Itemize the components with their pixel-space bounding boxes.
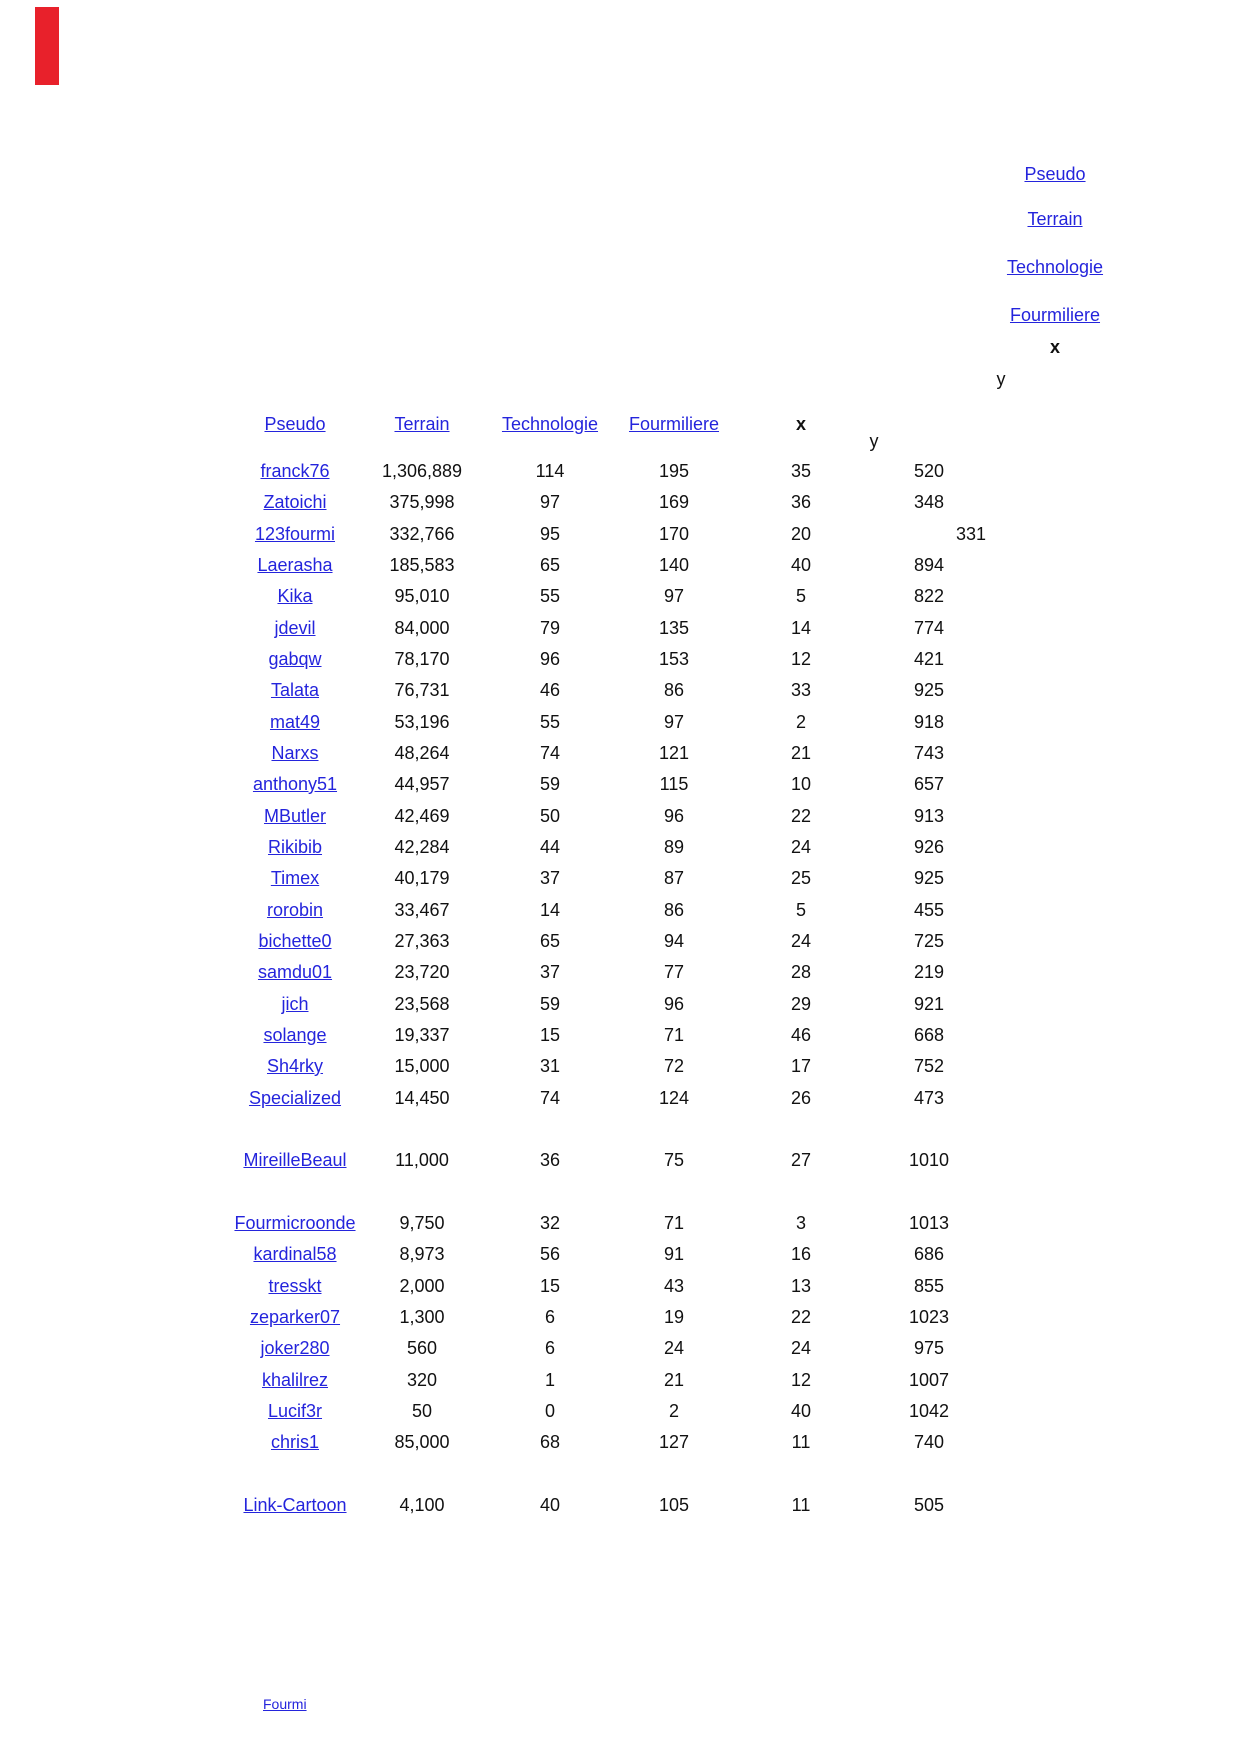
x-value: 24	[790, 837, 812, 857]
terrain-value: 15,000	[394, 1056, 450, 1076]
terrain-value: 23,720	[394, 962, 450, 982]
y-value: 774	[913, 618, 945, 638]
terrain-value: 4,100	[399, 1495, 445, 1515]
terrain-value: 76,731	[394, 680, 450, 700]
pseudo-link[interactable]: Specialized	[248, 1088, 342, 1108]
column-header-terrain[interactable]: Terrain	[394, 414, 450, 434]
column-header-pseudo[interactable]: Pseudo	[264, 414, 326, 434]
pseudo-link[interactable]: gabqw	[268, 649, 322, 669]
fourmiliere-value: 124	[658, 1088, 690, 1108]
pseudo-link[interactable]: anthony51	[252, 774, 338, 794]
top-right-link-pseudo[interactable]: Pseudo	[1024, 164, 1086, 184]
fourmiliere-value: 135	[658, 618, 690, 638]
column-header-x: x	[795, 414, 806, 434]
terrain-value: 1,300	[399, 1307, 445, 1327]
technologie-value: 40	[539, 1495, 561, 1515]
terrain-value: 40,179	[394, 868, 450, 888]
x-value: 5	[795, 900, 806, 920]
terrain-value: 44,957	[394, 774, 450, 794]
x-value: 27	[790, 1150, 812, 1170]
fourmiliere-value: 121	[658, 743, 690, 763]
technologie-value: 36	[539, 1150, 561, 1170]
terrain-value: 84,000	[394, 618, 450, 638]
terrain-value: 23,568	[394, 994, 450, 1014]
pseudo-link[interactable]: rorobin	[266, 900, 324, 920]
terrain-value: 50	[411, 1401, 433, 1421]
technologie-value: 0	[544, 1401, 555, 1421]
pseudo-link[interactable]: zeparker07	[249, 1307, 341, 1327]
technologie-value: 96	[539, 649, 561, 669]
technologie-value: 15	[539, 1276, 561, 1296]
fourmiliere-value: 97	[663, 712, 685, 732]
fourmiliere-value: 77	[663, 962, 685, 982]
y-value: 473	[913, 1088, 945, 1108]
pseudo-link[interactable]: Lucif3r	[267, 1401, 323, 1421]
technologie-value: 44	[539, 837, 561, 857]
pseudo-link[interactable]: Kika	[277, 586, 313, 606]
technologie-value: 55	[539, 712, 561, 732]
fourmiliere-value: 105	[658, 1495, 690, 1515]
y-value: 925	[913, 680, 945, 700]
pseudo-link[interactable]: Fourmicroonde	[234, 1213, 356, 1233]
x-value: 46	[790, 1025, 812, 1045]
technologie-value: 74	[539, 743, 561, 763]
fourmiliere-value: 43	[663, 1276, 685, 1296]
y-value: 752	[913, 1056, 945, 1076]
fourmiliere-value: 94	[663, 931, 685, 951]
y-value: 740	[913, 1432, 945, 1452]
terrain-value: 33,467	[394, 900, 450, 920]
top-right-link-technologie[interactable]: Technologie	[1006, 257, 1104, 277]
technologie-value: 65	[539, 555, 561, 575]
y-value: 348	[913, 492, 945, 512]
y-value: 822	[913, 586, 945, 606]
x-value: 29	[790, 994, 812, 1014]
x-value: 5	[795, 586, 806, 606]
x-value: 36	[790, 492, 812, 512]
fourmiliere-value: 71	[663, 1213, 685, 1233]
technologie-value: 95	[539, 524, 561, 544]
y-value: 1023	[908, 1307, 950, 1327]
x-value: 28	[790, 962, 812, 982]
x-value: 11	[791, 1495, 811, 1515]
pseudo-link[interactable]: joker280	[260, 1338, 330, 1358]
y-value: 1010	[908, 1150, 950, 1170]
fourmiliere-value: 153	[658, 649, 690, 669]
y-value: 1007	[908, 1370, 950, 1390]
fourmiliere-value: 71	[663, 1025, 685, 1045]
fourmiliere-value: 89	[663, 837, 685, 857]
technologie-value: 46	[539, 680, 561, 700]
x-value: 12	[790, 1370, 812, 1390]
pseudo-link[interactable]: khalilrez	[261, 1370, 329, 1390]
column-header-technologie[interactable]: Technologie	[501, 414, 599, 434]
pseudo-link[interactable]: Link-Cartoon	[243, 1495, 347, 1515]
terrain-value: 95,010	[394, 586, 450, 606]
x-value: 17	[790, 1056, 812, 1076]
technologie-value: 68	[539, 1432, 561, 1452]
terrain-value: 53,196	[394, 712, 450, 732]
fourmiliere-value: 97	[663, 586, 685, 606]
x-value: 11	[791, 1432, 811, 1452]
x-value: 22	[790, 806, 812, 826]
x-value: 16	[790, 1244, 812, 1264]
x-value: 13	[790, 1276, 812, 1296]
terrain-value: 2,000	[399, 1276, 445, 1296]
x-value: 3	[795, 1213, 806, 1233]
y-value: 331	[955, 524, 987, 544]
x-value: 10	[790, 774, 812, 794]
terrain-value: 375,998	[389, 492, 455, 512]
fourmiliere-value: 140	[658, 555, 690, 575]
terrain-value: 42,284	[394, 837, 450, 857]
y-value: 657	[913, 774, 945, 794]
x-value: 12	[790, 649, 812, 669]
pseudo-link[interactable]: chris1	[270, 1432, 319, 1452]
pseudo-link[interactable]: MButler	[263, 806, 326, 826]
technologie-value: 6	[544, 1338, 555, 1358]
technologie-value: 59	[539, 994, 561, 1014]
pseudo-link[interactable]: Timex	[270, 868, 320, 888]
technologie-value: 31	[539, 1056, 561, 1076]
technologie-value: 65	[539, 931, 561, 951]
x-value: 20	[790, 524, 812, 544]
x-value: 40	[790, 1401, 812, 1421]
top-right-y-label: y	[996, 369, 1006, 389]
x-value: 14	[790, 618, 812, 638]
technologie-value: 59	[539, 774, 561, 794]
fourmiliere-value: 86	[663, 680, 685, 700]
technologie-value: 32	[539, 1213, 561, 1233]
technologie-value: 6	[544, 1307, 555, 1327]
fourmiliere-value: 115	[659, 774, 689, 794]
y-value: 855	[913, 1276, 945, 1296]
column-header-fourmiliere[interactable]: Fourmiliere	[628, 414, 720, 434]
pseudo-link[interactable]: Zatoichi	[263, 492, 327, 512]
pseudo-link[interactable]: Rikibib	[267, 837, 323, 857]
x-value: 24	[790, 1338, 812, 1358]
pseudo-link[interactable]: Talata	[270, 680, 320, 700]
fourmiliere-value: 91	[663, 1244, 685, 1264]
pseudo-link[interactable]: mat49	[269, 712, 321, 732]
y-value: 725	[913, 931, 945, 951]
x-value: 24	[790, 931, 812, 951]
top-right-link-terrain[interactable]: Terrain	[1027, 209, 1083, 229]
x-value: 35	[790, 461, 812, 481]
terrain-value: 19,337	[394, 1025, 450, 1045]
y-value: 455	[913, 900, 945, 920]
pseudo-link[interactable]: kardinal58	[253, 1244, 337, 1264]
technologie-value: 37	[539, 962, 561, 982]
y-value: 686	[913, 1244, 945, 1264]
fourmiliere-value: 72	[663, 1056, 685, 1076]
bottom-clipped-link-fragment[interactable]: Fourmi	[263, 1696, 307, 1712]
pseudo-link[interactable]: MireilleBeaul	[243, 1150, 347, 1170]
y-value: 668	[913, 1025, 945, 1045]
fourmiliere-value: 21	[663, 1370, 685, 1390]
technologie-value: 114	[535, 461, 565, 481]
x-value: 22	[790, 1307, 812, 1327]
technologie-value: 15	[539, 1025, 561, 1045]
fourmiliere-value: 24	[663, 1338, 685, 1358]
terrain-value: 78,170	[394, 649, 450, 669]
x-value: 26	[790, 1088, 812, 1108]
pseudo-link[interactable]: Sh4rky	[266, 1056, 324, 1076]
fourmiliere-value: 96	[663, 806, 685, 826]
terrain-value: 9,750	[399, 1213, 445, 1233]
pseudo-link[interactable]: franck76	[260, 461, 330, 481]
red-bookmark-bar	[35, 7, 59, 85]
top-right-link-fourmiliere[interactable]: Fourmiliere	[1009, 305, 1101, 325]
technologie-value: 37	[539, 868, 561, 888]
technologie-value: 55	[539, 586, 561, 606]
technologie-value: 50	[539, 806, 561, 826]
pseudo-link[interactable]: solange	[263, 1025, 327, 1045]
fourmiliere-value: 170	[658, 524, 690, 544]
pseudo-link[interactable]: Laerasha	[257, 555, 333, 575]
fourmiliere-value: 127	[658, 1432, 690, 1452]
y-value: 926	[913, 837, 945, 857]
column-header-y: y	[869, 431, 879, 451]
y-value: 505	[913, 1495, 945, 1515]
pseudo-link[interactable]: 123fourmi	[254, 524, 336, 544]
technologie-value: 97	[539, 492, 561, 512]
y-value: 219	[913, 962, 945, 982]
fourmiliere-value: 2	[668, 1401, 679, 1421]
x-value: 21	[790, 743, 812, 763]
y-value: 1042	[908, 1401, 950, 1421]
terrain-value: 8,973	[399, 1244, 445, 1264]
terrain-value: 27,363	[394, 931, 450, 951]
y-value: 921	[913, 994, 945, 1014]
technologie-value: 79	[539, 618, 561, 638]
y-value: 913	[913, 806, 945, 826]
pseudo-link[interactable]: jich	[281, 994, 309, 1014]
pseudo-link[interactable]: tresskt	[268, 1276, 322, 1296]
x-value: 33	[790, 680, 812, 700]
fourmiliere-value: 169	[658, 492, 690, 512]
fourmiliere-value: 75	[663, 1150, 685, 1170]
y-value: 421	[913, 649, 945, 669]
pseudo-link[interactable]: Narxs	[271, 743, 319, 763]
terrain-value: 332,766	[389, 524, 455, 544]
fourmiliere-value: 195	[658, 461, 690, 481]
pseudo-link[interactable]: jdevil	[274, 618, 316, 638]
terrain-value: 48,264	[394, 743, 450, 763]
fourmiliere-value: 96	[663, 994, 685, 1014]
terrain-value: 14,450	[394, 1088, 450, 1108]
x-value: 25	[790, 868, 812, 888]
top-right-x-label: x	[1049, 337, 1060, 357]
terrain-value: 85,000	[394, 1432, 450, 1452]
x-value: 2	[795, 712, 806, 732]
pseudo-link[interactable]: samdu01	[257, 962, 333, 982]
fourmiliere-value: 19	[663, 1307, 685, 1327]
terrain-value: 42,469	[394, 806, 450, 826]
y-value: 520	[913, 461, 945, 481]
y-value: 1013	[908, 1213, 950, 1233]
technologie-value: 56	[539, 1244, 561, 1264]
technologie-value: 74	[539, 1088, 561, 1108]
technologie-value: 14	[539, 900, 561, 920]
terrain-value: 1,306,889	[381, 461, 463, 481]
fourmiliere-value: 86	[663, 900, 685, 920]
terrain-value: 185,583	[389, 555, 455, 575]
terrain-value: 560	[406, 1338, 438, 1358]
y-value: 925	[913, 868, 945, 888]
y-value: 975	[913, 1338, 945, 1358]
pseudo-link[interactable]: bichette0	[258, 931, 332, 951]
terrain-value: 11,000	[395, 1150, 449, 1170]
x-value: 40	[790, 555, 812, 575]
terrain-value: 320	[406, 1370, 438, 1390]
y-value: 743	[913, 743, 945, 763]
technologie-value: 1	[544, 1370, 555, 1390]
y-value: 894	[913, 555, 945, 575]
y-value: 918	[913, 712, 945, 732]
fourmiliere-value: 87	[663, 868, 685, 888]
